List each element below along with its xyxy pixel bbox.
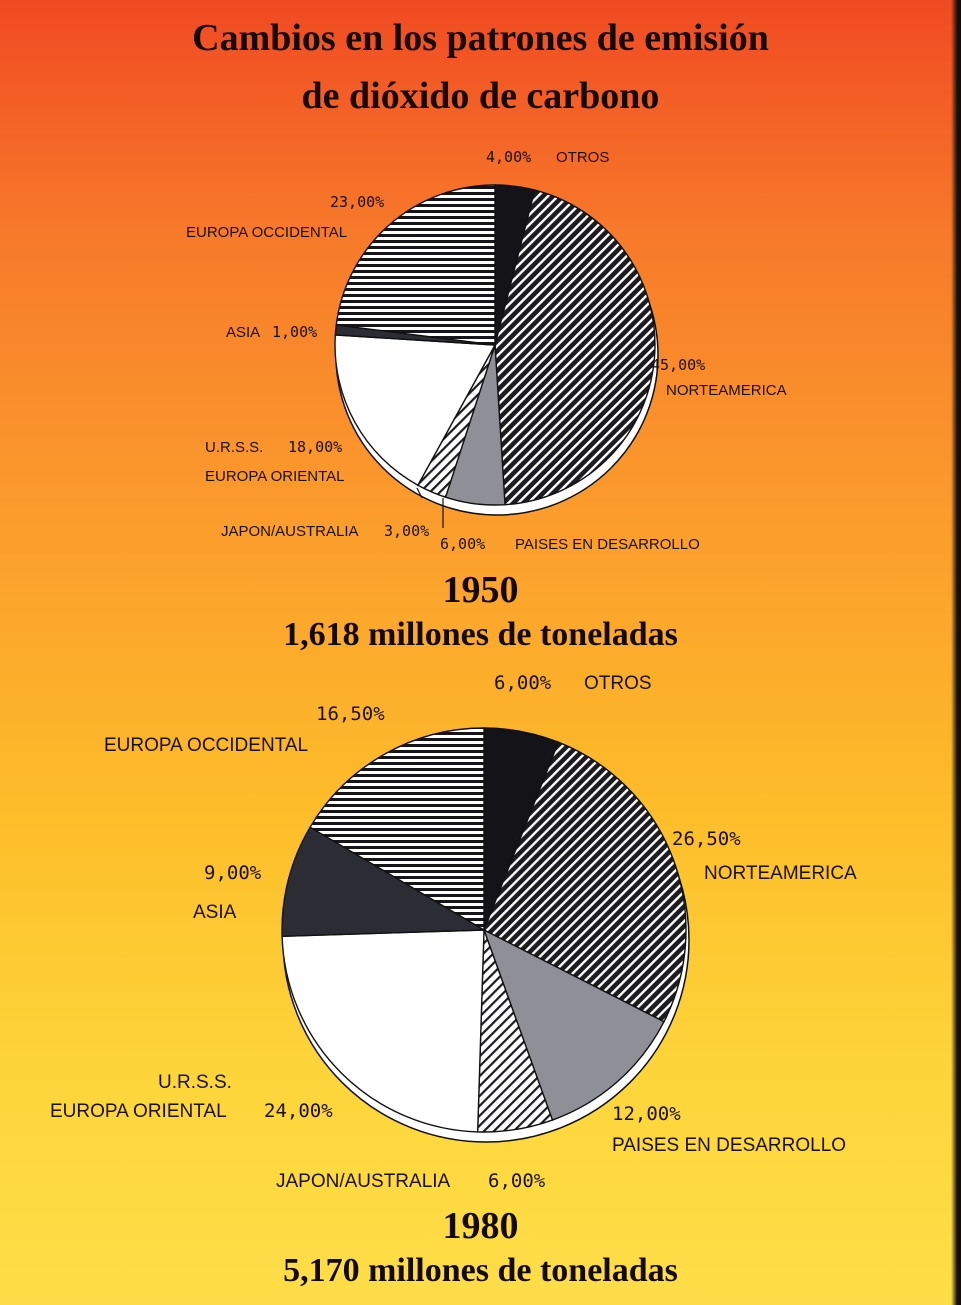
name-1950-urss: U.R.S.S. [205,439,264,456]
total-1980: 5,170 millones de toneladas [283,1252,678,1289]
name-1950-japon-australia: JAPON/AUSTRALIA [221,523,359,540]
name-1980-asia: ASIA [193,902,237,923]
name-1950-norteamerica: NORTEAMERICA [666,382,787,399]
name-1980-norteamerica: NORTEAMERICA [704,863,857,884]
pie-1950 [335,185,658,515]
name-1950-paises: PAISES EN DESARROLLO [515,536,700,553]
total-1950: 1,618 millones de toneladas [283,616,678,653]
pct-1950-europa-occidental: 23,00% [330,193,385,211]
name-1980-urss: U.R.S.S. [158,1072,232,1093]
pct-1980-paises: 12,00% [612,1103,681,1125]
pct-1980-europa-occidental: 16,50% [316,703,385,725]
year-1950: 1950 [442,569,519,611]
pct-1980-norteamerica: 26,50% [672,828,741,850]
pct-1950-asia: 1,00% [272,323,318,341]
chart-title-line1: Cambios en los patrones de emisión [192,17,769,59]
pct-1950-paises: 6,00% [440,535,486,553]
name-1950-otros: OTROS [556,149,610,166]
pct-1950-norteamerica: 45,00% [651,356,706,374]
pct-1950-japon-australia: 3,00% [384,522,430,540]
year-1980: 1980 [442,1205,519,1247]
name-1980-europa-occidental: EUROPA OCCIDENTAL [104,735,309,756]
pct-1950-urss: 18,00% [288,438,343,456]
name-1980-paises: PAISES EN DESARROLLO [612,1135,847,1156]
pct-1980-urss: 24,00% [264,1100,333,1122]
pie-1980 [282,728,689,1142]
chart-title-line2: de dióxido de carbono [301,75,660,117]
pct-1980-asia: 9,00% [204,862,262,884]
name-1980-otros: OTROS [584,673,652,694]
name-1980-japon-australia: JAPON/AUSTRALIA [276,1171,451,1192]
name2-1980-europa-oriental: EUROPA ORIENTAL [50,1101,227,1122]
name2-1950-europa-oriental: EUROPA ORIENTAL [205,468,345,485]
pct-1980-japon-australia: 6,00% [488,1170,546,1192]
name-1950-europa-occidental: EUROPA OCCIDENTAL [186,224,348,241]
pct-1980-otros: 6,00% [494,672,552,694]
name-1950-asia: ASIA [226,324,261,341]
pct-1950-otros: 4,00% [486,148,532,166]
